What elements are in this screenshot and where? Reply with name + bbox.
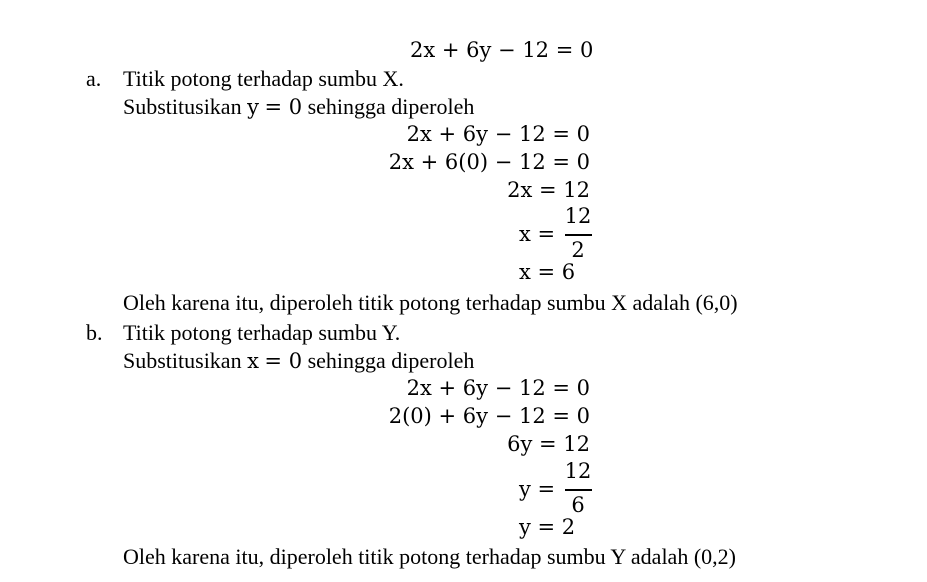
- part-a-substitution: [123, 96, 474, 118]
- subst-variable: y: [247, 95, 259, 119]
- part-b-step-3: 6y = 12: [507, 432, 590, 456]
- subst-prefix: Substitusikan: [123, 94, 242, 119]
- subst-prefix: Substitusikan: [123, 348, 242, 373]
- part-b-label: b.: [86, 320, 103, 345]
- part-a-fraction-numerator: 12: [564, 204, 592, 228]
- part-b-fraction-lhs: y =: [519, 477, 556, 501]
- part-a-fraction-bar: [565, 234, 592, 236]
- subst-variable: x: [247, 349, 259, 373]
- part-a-label: a.: [86, 66, 102, 91]
- part-a-step-1: 2x + 6y − 12 = 0: [406, 122, 590, 146]
- part-a-result: x = 6: [519, 260, 576, 284]
- subst-suffix: sehingga diperoleh: [307, 94, 475, 119]
- part-b-conclusion: Oleh karena itu, diperoleh titik potong terhadap sumbu Y adalah (0,2): [123, 544, 736, 569]
- part-a-step-3: 2x = 12: [507, 178, 590, 202]
- part-a-fraction-denominator: 2: [571, 238, 585, 262]
- part-b-step-1: 2x + 6y − 12 = 0: [406, 376, 590, 400]
- part-b-step-2: 2(0) + 6y − 12 = 0: [388, 404, 590, 428]
- part-b-substitution: [123, 350, 474, 372]
- top-equation: 2x + 6y − 12 = 0: [410, 38, 594, 62]
- subst-suffix: sehingga diperoleh: [307, 348, 475, 373]
- part-b-title: Titik potong terhadap sumbu Y.: [123, 320, 401, 345]
- part-a-conclusion: Oleh karena itu, diperoleh titik potong terhadap sumbu X adalah (6,0): [123, 290, 738, 315]
- part-b-fraction-denominator: 6: [571, 493, 585, 517]
- part-b-fraction-bar: [565, 489, 592, 491]
- part-a-title: Titik potong terhadap sumbu X.: [123, 66, 404, 91]
- part-a-step-2: 2x + 6(0) − 12 = 0: [388, 150, 590, 174]
- part-a-fraction-lhs: x =: [519, 222, 556, 246]
- subst-equals: = 0: [264, 349, 303, 373]
- part-b-fraction-numerator: 12: [564, 459, 592, 483]
- subst-equals: = 0: [264, 95, 303, 119]
- part-b-result: y = 2: [519, 515, 576, 539]
